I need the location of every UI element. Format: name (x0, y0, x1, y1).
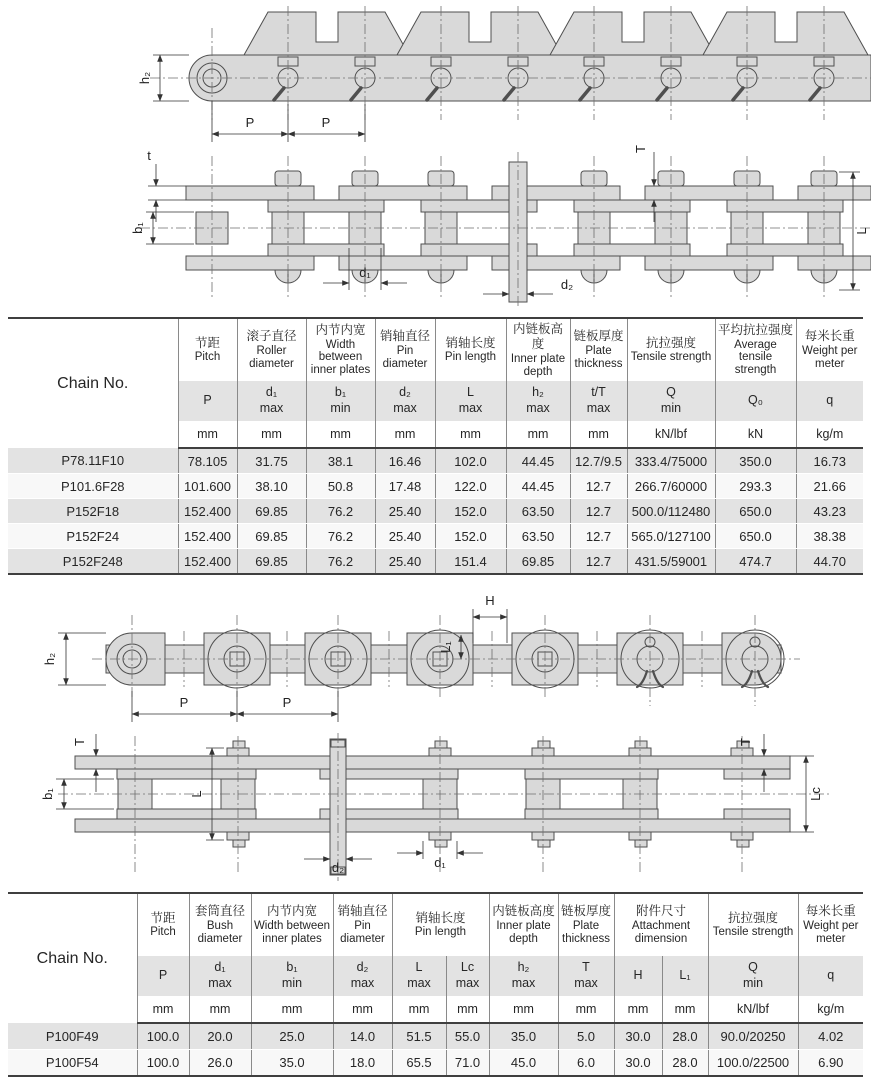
unit-header: kN (715, 421, 796, 448)
value-cell: 12.7 (570, 524, 627, 549)
value-cell: 38.10 (237, 474, 306, 499)
value-cell: 25.40 (375, 549, 435, 575)
dim-label-Lc: Lc (808, 787, 823, 801)
unit-header: mm (333, 996, 392, 1023)
value-cell: 21.66 (796, 474, 863, 499)
symbol-header: t/T max (570, 381, 627, 421)
symbol-header: L max (392, 956, 446, 996)
value-cell: 101.600 (178, 474, 237, 499)
dim-label-b1: b₁ (130, 222, 145, 234)
table-row (8, 1050, 863, 1077)
dim-label-p1: P (179, 695, 189, 710)
unit-header: mm (237, 421, 306, 448)
value-cell: 6.90 (798, 1050, 863, 1077)
col-header-roller-diameter: 滚子直径 Roller diameter (237, 318, 306, 381)
value-cell: 12.7/9.5 (570, 448, 627, 474)
col-header-pitch: 节距 Pitch (178, 318, 237, 381)
value-cell: 63.50 (506, 499, 570, 524)
symbol-header: Q min (627, 381, 715, 421)
value-cell: 30.0 (614, 1050, 662, 1077)
unit-header: mm (558, 996, 614, 1023)
value-cell: 69.85 (506, 549, 570, 575)
table-1-body (8, 448, 863, 574)
value-cell: 4.02 (798, 1023, 863, 1050)
side-view (137, 6, 871, 142)
unit-header: mm (489, 996, 558, 1023)
table-2-body (8, 1023, 863, 1076)
dim-label-L1: L₁ (438, 641, 453, 653)
unit-header: mm (251, 996, 333, 1023)
value-cell: 17.48 (375, 474, 435, 499)
dim-label-T-right: T (738, 738, 753, 746)
symbol-header: Q₀ (715, 381, 796, 421)
value-cell: 63.50 (506, 524, 570, 549)
value-cell: 431.5/59001 (627, 549, 715, 575)
value-cell: 35.0 (251, 1050, 333, 1077)
value-cell: 76.2 (306, 499, 375, 524)
unit-header: mm (137, 996, 189, 1023)
value-cell: 44.70 (796, 549, 863, 575)
unit-header: kg/m (796, 421, 863, 448)
col-header-plate-depth: 内链板高度 Inner plate depth (506, 318, 570, 381)
value-cell: 12.7 (570, 474, 627, 499)
value-cell: 122.0 (435, 474, 506, 499)
value-cell: 51.5 (392, 1023, 446, 1050)
symbol-header: Lc max (446, 956, 489, 996)
value-cell: 100.0 (137, 1050, 189, 1077)
table-row (8, 1023, 863, 1050)
symbol-header: Q min (708, 956, 798, 996)
symbol-header: H (614, 956, 662, 996)
chain-no-cell: P101.6F28 (8, 474, 178, 499)
chain-no-cell: P78.11F10 (8, 448, 178, 474)
unit-header: mm (446, 996, 489, 1023)
unit-header: mm (375, 421, 435, 448)
chain-diagram-1 (0, 0, 871, 308)
value-cell: 28.0 (662, 1023, 708, 1050)
col-header-pin-diameter: 销轴直径 Pin diameter (333, 893, 392, 956)
unit-header: kg/m (798, 996, 863, 1023)
table-row (8, 524, 863, 549)
dim-label-T: T (633, 145, 648, 153)
chain-no-header: Chain No. (8, 318, 178, 448)
unit-header: mm (392, 996, 446, 1023)
value-cell: 76.2 (306, 549, 375, 575)
dim-label-L: L (189, 790, 204, 798)
dim-label-d2: d₂ (331, 860, 345, 875)
col-header-avg-tensile: 平均抗拉强度 Average tensile strength (715, 318, 796, 381)
value-cell: 25.40 (375, 524, 435, 549)
symbol-header: d₂ max (375, 381, 435, 421)
value-cell: 16.73 (796, 448, 863, 474)
value-cell: 65.5 (392, 1050, 446, 1077)
value-cell: 31.75 (237, 448, 306, 474)
unit-header: kN/lbf (708, 996, 798, 1023)
value-cell: 16.46 (375, 448, 435, 474)
col-header-attachment: 附件尺寸 Attachment dimension (614, 893, 708, 956)
value-cell: 100.0/22500 (708, 1050, 798, 1077)
value-cell: 26.0 (189, 1050, 251, 1077)
col-header-pitch: 节距 Pitch (137, 893, 189, 956)
dim-label-h2: h₂ (137, 71, 152, 85)
symbol-header: P (178, 381, 237, 421)
chain-no-cell: P152F248 (8, 549, 178, 575)
value-cell: 43.23 (796, 499, 863, 524)
symbol-header: d₁ max (189, 956, 251, 996)
col-header-inner-width: 内节内宽 Width between inner plates (251, 893, 333, 956)
chain-no-cell: P100F49 (8, 1023, 137, 1050)
value-cell: 350.0 (715, 448, 796, 474)
unit-header: mm (570, 421, 627, 448)
symbol-header: d₁ max (237, 381, 306, 421)
dim-label-p1: P (245, 115, 255, 130)
symbol-header: q (796, 381, 863, 421)
side-view (42, 593, 800, 722)
symbol-header: P (137, 956, 189, 996)
chain-no-cell: P152F18 (8, 499, 178, 524)
value-cell: 152.400 (178, 499, 237, 524)
col-header-pin-length: 销轴长度 Pin length (435, 318, 506, 381)
value-cell: 44.45 (506, 448, 570, 474)
value-cell: 151.4 (435, 549, 506, 575)
value-cell: 69.85 (237, 524, 306, 549)
chain-no-header: Chain No. (8, 893, 137, 1023)
chain-no-cell: P152F24 (8, 524, 178, 549)
plan-view (40, 733, 830, 881)
value-cell: 35.0 (489, 1023, 558, 1050)
value-cell: 12.7 (570, 499, 627, 524)
table-row (8, 499, 863, 524)
dim-label-h2: h₂ (42, 652, 57, 666)
value-cell: 100.0 (137, 1023, 189, 1050)
col-header-tensile-strength: 抗拉强度 Tensile strength (708, 893, 798, 956)
value-cell: 500.0/112480 (627, 499, 715, 524)
unit-header: mm (435, 421, 506, 448)
symbol-header: T max (558, 956, 614, 996)
symbol-header: b₁ min (306, 381, 375, 421)
unit-header: mm (189, 996, 251, 1023)
col-header-tensile-strength: 抗拉强度 Tensile strength (627, 318, 715, 381)
value-cell: 152.400 (178, 524, 237, 549)
symbol-header: L₁ (662, 956, 708, 996)
value-cell: 565.0/127100 (627, 524, 715, 549)
dim-label-T-left: T (72, 738, 87, 746)
value-cell: 44.45 (506, 474, 570, 499)
unit-header: mm (662, 996, 708, 1023)
col-header-weight: 每米长重 Weight per meter (796, 318, 863, 381)
table-row (8, 474, 863, 499)
unit-header: kN/lbf (627, 421, 715, 448)
chain-no-cell: P100F54 (8, 1050, 137, 1077)
unit-header: mm (178, 421, 237, 448)
dim-label-d2: d₂ (560, 277, 574, 292)
value-cell: 12.7 (570, 549, 627, 575)
dim-label-p2: P (282, 695, 292, 710)
col-header-inner-width: 内节内宽 Width between inner plates (306, 318, 375, 381)
symbol-header: q (798, 956, 863, 996)
table-row (8, 448, 863, 474)
value-cell: 38.1 (306, 448, 375, 474)
col-header-plate-depth: 内链板高度 Inner plate depth (489, 893, 558, 956)
value-cell: 50.8 (306, 474, 375, 499)
value-cell: 25.0 (251, 1023, 333, 1050)
value-cell: 102.0 (435, 448, 506, 474)
table-row (8, 549, 863, 575)
dim-label-H: H (485, 593, 495, 608)
value-cell: 45.0 (489, 1050, 558, 1077)
value-cell: 30.0 (614, 1023, 662, 1050)
dim-label-d1: d₁ (359, 265, 371, 280)
plan-view (130, 145, 871, 306)
value-cell: 28.0 (662, 1050, 708, 1077)
col-header-plate-thickness: 链板厚度 Plate thickness (570, 318, 627, 381)
value-cell: 474.7 (715, 549, 796, 575)
value-cell: 25.40 (375, 499, 435, 524)
value-cell: 333.4/75000 (627, 448, 715, 474)
value-cell: 76.2 (306, 524, 375, 549)
value-cell: 71.0 (446, 1050, 489, 1077)
chain-spec-table-2 (8, 892, 863, 1077)
value-cell: 20.0 (189, 1023, 251, 1050)
unit-header: mm (506, 421, 570, 448)
value-cell: 152.400 (178, 549, 237, 575)
unit-header: mm (614, 996, 662, 1023)
dim-label-b1: b₁ (40, 788, 55, 800)
value-cell: 69.85 (237, 549, 306, 575)
chain-diagram-2 (0, 591, 871, 883)
value-cell: 152.0 (435, 499, 506, 524)
symbol-header: h₂ max (506, 381, 570, 421)
value-cell: 293.3 (715, 474, 796, 499)
chain-spec-table-1 (8, 317, 863, 575)
value-cell: 6.0 (558, 1050, 614, 1077)
dim-label-p2: P (321, 115, 331, 130)
value-cell: 18.0 (333, 1050, 392, 1077)
col-header-bush-diameter: 套筒直径 Bush diameter (189, 893, 251, 956)
col-header-pin-diameter: 销轴直径 Pin diameter (375, 318, 435, 381)
dim-label-t: t (147, 148, 151, 163)
value-cell: 38.38 (796, 524, 863, 549)
value-cell: 266.7/60000 (627, 474, 715, 499)
value-cell: 90.0/20250 (708, 1023, 798, 1050)
value-cell: 650.0 (715, 524, 796, 549)
symbol-header: d₂ max (333, 956, 392, 996)
value-cell: 650.0 (715, 499, 796, 524)
dim-label-d1: d₁ (434, 855, 446, 870)
value-cell: 78.105 (178, 448, 237, 474)
symbol-header: L max (435, 381, 506, 421)
value-cell: 14.0 (333, 1023, 392, 1050)
symbol-header: b₁ min (251, 956, 333, 996)
value-cell: 152.0 (435, 524, 506, 549)
symbol-header: h₂ max (489, 956, 558, 996)
dim-label-L: L (854, 227, 869, 235)
col-header-plate-thickness: 链板厚度 Plate thickness (558, 893, 614, 956)
value-cell: 55.0 (446, 1023, 489, 1050)
col-header-weight: 每米长重 Weight per meter (798, 893, 863, 956)
value-cell: 69.85 (237, 499, 306, 524)
value-cell: 5.0 (558, 1023, 614, 1050)
unit-header: mm (306, 421, 375, 448)
col-header-pin-length: 销轴长度 Pin length (392, 893, 489, 956)
